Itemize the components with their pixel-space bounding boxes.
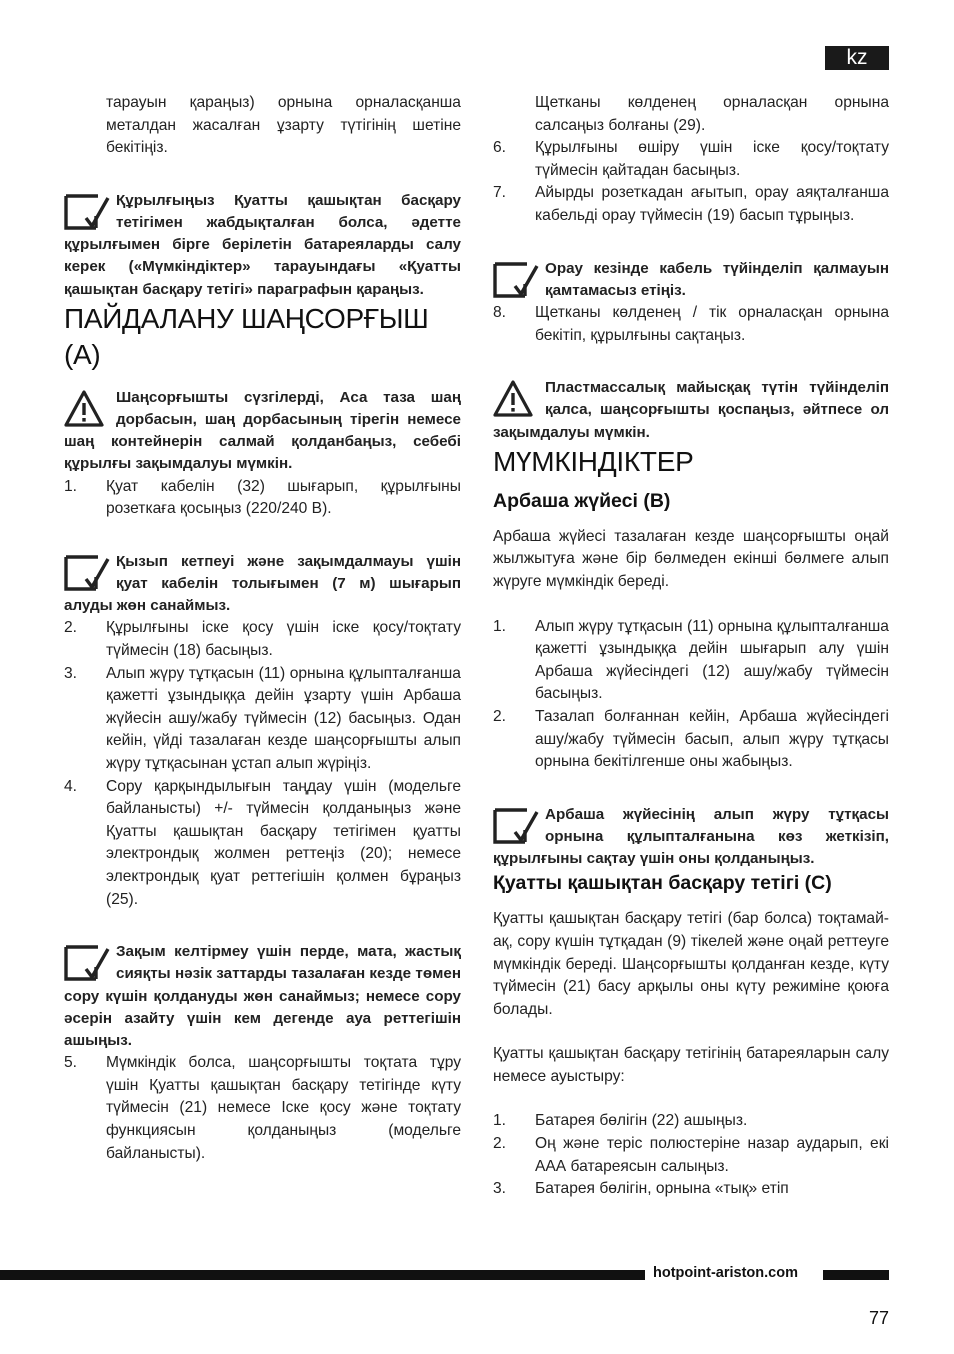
list-item: 6. Құрылғыны өшіру үшін іске қосу/тоқтату түймесін қайтадан басыңыз.	[493, 139, 889, 179]
note-trolley-lock: Арбаша жүйесінің алып жүру тұтқасы орнына құлыпталғанына көз жеткізіп, құрылғыны сақтау үшін оны қолданыңыз.	[493, 805, 889, 868]
steps-list-6	[493, 616, 889, 774]
list-item: 3. Батарея бөлігін, орнына «тық» етіп	[493, 1180, 789, 1198]
list-item: 1. Алып жүру тұтқасын (11) орнына құлыпталғанша қажетті ұзындыққа дейін шығарып алу үшін Арбаша жүйесіндегі (12) ашу/жабу түймесін басыңыз.	[493, 617, 889, 703]
list-item: 4. Сору қарқындылығын таңдау үшін (модельге байланысты) +/- түймесін қолданыңыз және Қуатты қашықтан басқару тетігімен қуатты электрондық жолмен реттеңіз (20); немесе электрондық қуат реттегішін қолмен бұраңыз (25).	[64, 777, 461, 908]
list-item: 8. Щетканы көлденең / тік орналасқан орнына бекітіп, құрылғыны сақтаңыз.	[493, 303, 889, 344]
warning-triangle-icon	[493, 379, 539, 419]
list-item: 2. Оң және теріс полюстеріне назар аударып, екі ААА батареясын салыңыз.	[493, 1135, 889, 1175]
footer-website: hotpoint-ariston.com	[653, 1265, 798, 1281]
batteries-paragraph: Қуатты қашықтан басқару тетігінің батареяларын салу немесе ауыстыру:	[493, 1045, 889, 1085]
section-heading-features: МҮМКІНДІКТЕР	[493, 445, 694, 477]
warning-filters: Шаңсорғышты сүзгілерді, Аса таза шаң дорбасын, шаң дорбасының тірегін немесе шаң контейнерін салмай қолданбаңыз, себебі құрылғы зақымдалуы мүмкін.	[64, 388, 461, 473]
checkmark-note-icon	[493, 260, 539, 300]
list-item: 2. Тазалап болғаннан кейін, Арбаша жүйесіндегі ашу/жабу түймесін басып, алып жүру тұтқасы орнына бекітілгенше оны жабыңыз.	[493, 707, 889, 771]
list-item: 1. Батарея бөлігін (22) ашыңыз.	[493, 1112, 748, 1130]
steps-list-5	[493, 302, 889, 347]
note-remote-batteries: Құрылғыңыз Қуатты қашықтан басқару тетігімен жабдықталған болса, әдетте құрылғымен бірге берілетін батареяларды салу керек («Мүмкіндіктер» тарауындағы «Қуатты қашықтан басқару тетігі» параграфын қараңыз.	[64, 191, 461, 298]
steps-list-3	[64, 1052, 461, 1165]
subheading-trolley: Арбаша жүйесі (В)	[493, 489, 671, 512]
warning-triangle-icon	[64, 389, 110, 429]
language-badge: kz	[825, 46, 889, 70]
footer-rule-right	[823, 1270, 889, 1280]
note-cable: Қызып кетпеуі және зақымдалмауы үшін қуат кабелін толығымен (7 м) шығарып алуды жөн санаймыз.	[64, 552, 461, 615]
list-item: 5. Мүмкіндік болса, шаңсорғышты тоқтата тұру үшін Қуатты қашықтан басқару тетігінде күту түймесін (21) немесе Іске қосу және тоқтату функциясын қолданыңыз (модельге байланысты).	[64, 1054, 461, 1162]
section-heading-usage: ПАЙДАЛАНУ ШАҢСОРҒЫШ (А)	[64, 302, 429, 370]
left-column	[64, 92, 461, 1165]
checkmark-note-icon	[64, 943, 110, 983]
steps-list-4	[493, 137, 889, 227]
continuation-paragraph: Щетканы көлденең орналасқан орнына салсаңыз болғаны (29).	[535, 94, 889, 134]
checkmark-note-icon	[493, 806, 539, 846]
warning-hose: Пластмассалық майысқақ түтін түйінделіп қалса, шаңсорғышты қоспаңыз, әйтпесе ол зақымдалуы мүмкін.	[493, 379, 889, 441]
footer-rule-left	[0, 1270, 645, 1280]
page-number: 77	[868, 1308, 889, 1328]
note-delicate: Зақым келтірмеу үшін перде, мата, жастық сияқты нәзік заттарды тазалаған кезде төмен сору күшін қолдануды жөн санаймыз; немесе сору әсерін азайту үшін кем дегенде ауа реттегішін ашыңыз.	[64, 943, 461, 1049]
subheading-remote: Қуатты қашықтан басқару тетігі (С)	[493, 872, 832, 895]
list-item: 1. Қуат кабелін (32) шығарып, құрылғыны розеткаға қосыңыз (220/240 В).	[64, 477, 461, 518]
steps-list-2	[64, 617, 461, 911]
checkmark-note-icon	[64, 192, 110, 232]
trolley-paragraph: Арбаша жүйесі тазалаған кезде шаңсорғышты оңай жылжытуға және бір бөлмеден екінші бөлмеге алып жүруге мүмкіндік береді.	[493, 527, 889, 590]
note-cable-knot: Орау кезінде кабель түйінделіп қалмауын қамтамасыз етіңіз.	[493, 258, 889, 302]
steps-list-1	[64, 476, 461, 521]
right-column	[493, 92, 889, 1201]
list-item: 7. Айырды розеткадан ағытып, орау аяқталғанша кабельді орау түймесін (19) басып тұрыңыз.	[493, 184, 889, 224]
steps-list-7	[493, 1110, 889, 1200]
list-item: 2. Құрылғыны іске қосу үшін іске қосу/тоқтату түймесін (18) басыңыз.	[64, 619, 461, 659]
checkmark-note-icon	[64, 553, 110, 593]
remote-paragraph: Қуатты қашықтан басқару тетігі (бар болса) тоқтамай-ақ, сору күшін тұтқадан (9) тікелей және оңай реттеуге мүмкіндік береді. Шаңсорғышты қолданған кезде, күту түймесін (21) басу арқылы оны күту режиміне қоюға болады.	[493, 910, 889, 1018]
intro-paragraph: тарауын қараңыз) орнына орналасқанша металдан жасалған ұзарту түтігінің шетіне бекітіңіз.	[106, 94, 461, 157]
list-item: 3. Алып жүру тұтқасын (11) орнына құлыпталғанша қажетті ұзындыққа дейін ұзарту үшін Арбаша жүйесін ашу/жабу түймесін (12) басыңыз. Одан кейін, үйді тазалаған кезде шаңсорғышты алып жүру тұтқасынан ұстап алып жүріңіз.	[64, 664, 461, 772]
